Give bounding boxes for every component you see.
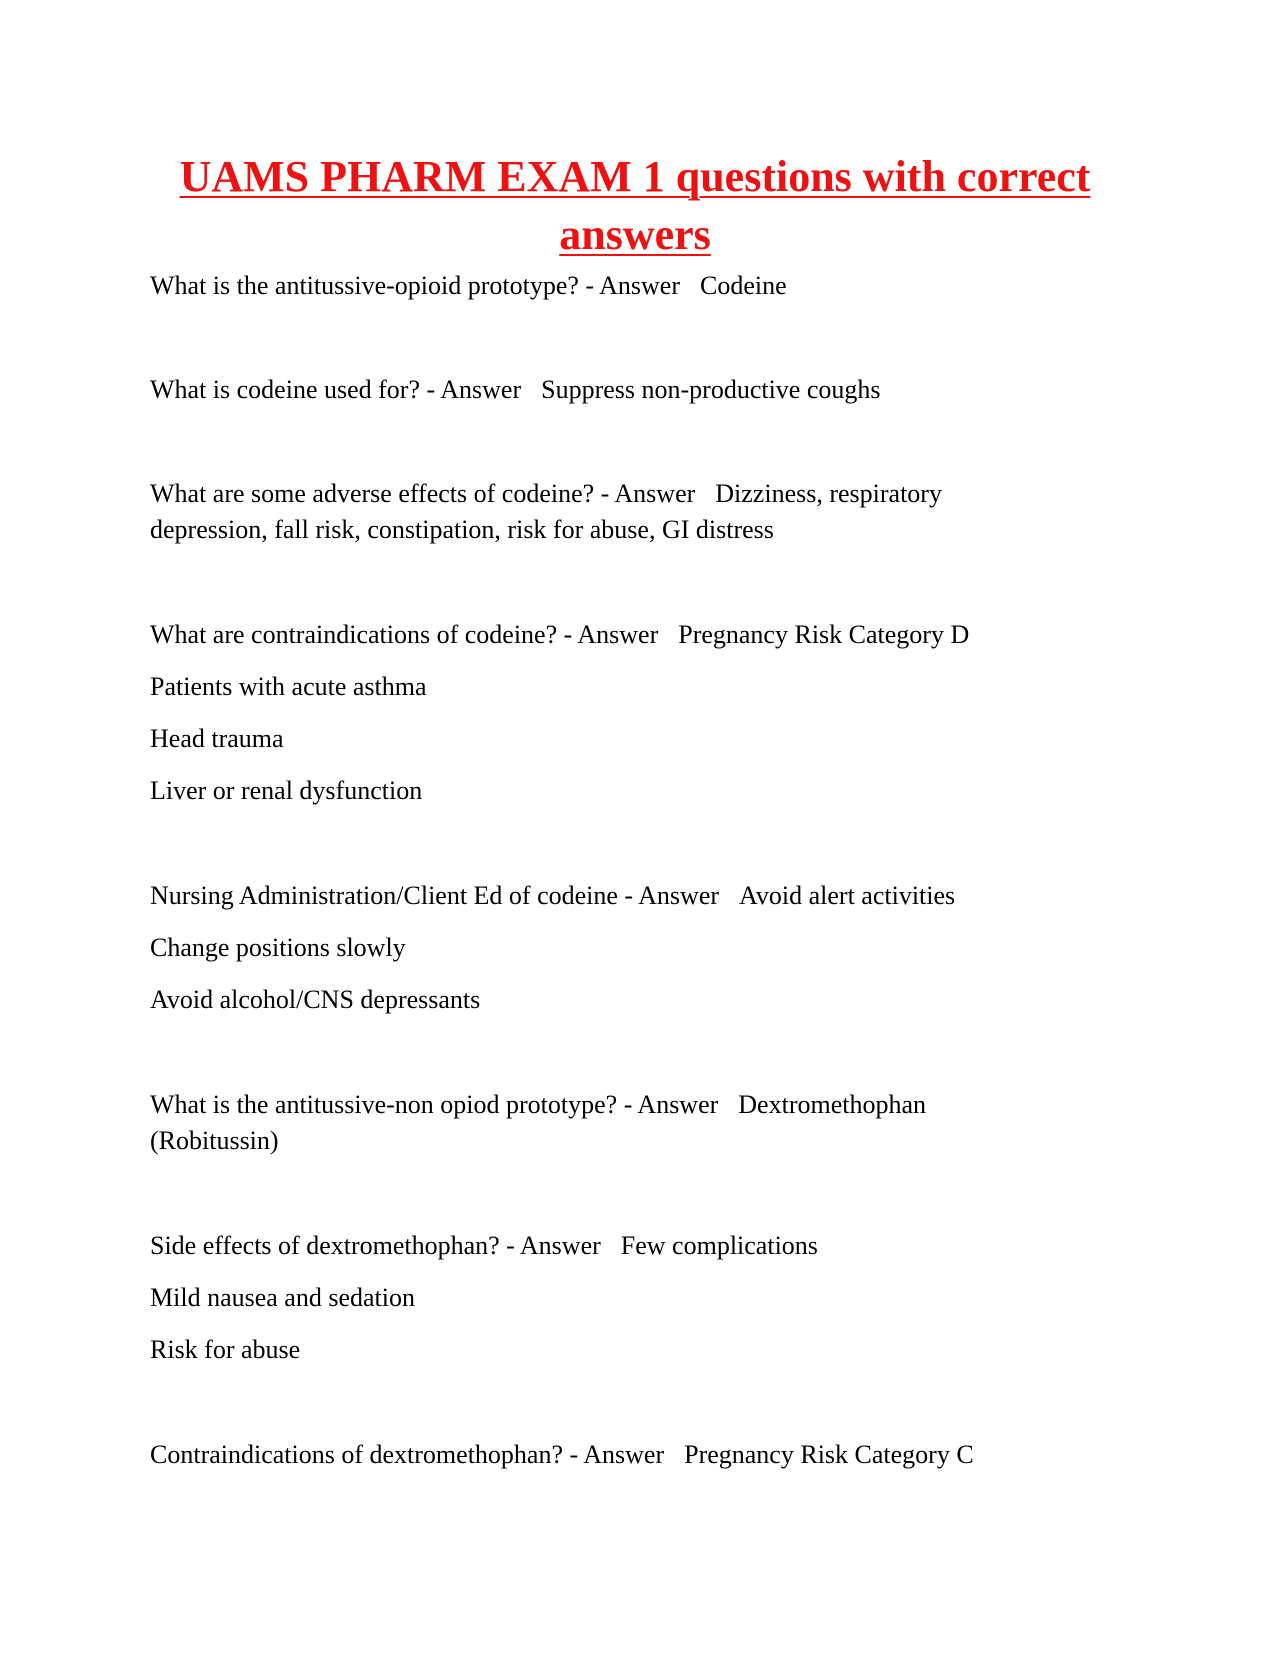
qa-answer-7: Few complications — [620, 1231, 818, 1260]
qa-question-5: Nursing Administration/Client Ed of codeine - Answer Avoid alert activities — [150, 881, 956, 910]
qa-answer-4-extra-3: Liver or renal dysfunction — [150, 776, 423, 805]
qa-question-4: What are contraindications of codeine? - Answer Pregnancy Risk Category D — [150, 620, 970, 649]
qa-answer-4-extra-1: Patients with acute asthma — [150, 672, 427, 701]
title-line-1: UAMS PHARM EXAM 1 questions with correct — [179, 152, 1091, 201]
document-title — [150, 148, 1120, 264]
qa-answer-3-continuation: depression, fall risk, constipation, risk for abuse, GI distress — [150, 515, 774, 544]
qa-answer-5-extra-2: Avoid alcohol/CNS depressants — [150, 985, 481, 1014]
qa-answer-5: Avoid alert activities — [739, 881, 956, 910]
qa-answer-6-continuation: (Robitussin) — [150, 1126, 279, 1155]
qa-answer-7-extra-1: Mild nausea and sedation — [150, 1283, 415, 1312]
qa-answer-2: Suppress non-productive coughs — [541, 375, 881, 404]
qa-question-2: What is codeine used for? - Answer Suppress non-productive coughs — [150, 375, 881, 404]
qa-answer-1: Codeine — [700, 271, 787, 300]
qa-answer-8: Pregnancy Risk Category C — [684, 1440, 974, 1469]
qa-question-1: What is the antitussive-opioid prototype? - Answer Codeine — [150, 271, 787, 300]
qa-answer-3: Dizziness, respiratory — [715, 479, 942, 508]
qa-answer-4-extra-2: Head trauma — [150, 724, 284, 753]
qa-answer-4: Pregnancy Risk Category D — [678, 620, 970, 649]
qa-answer-7-extra-2: Risk for abuse — [150, 1335, 301, 1364]
title-line-2: answers — [559, 210, 711, 259]
qa-answer-6: Dextromethophan — [738, 1090, 927, 1119]
qa-question-7: Side effects of dextromethophan? - Answer Few complications — [150, 1231, 818, 1260]
qa-question-8: Contraindications of dextromethophan? - Answer Pregnancy Risk Category C — [150, 1440, 974, 1469]
qa-answer-5-extra-1: Change positions slowly — [150, 933, 406, 962]
qa-question-3: What are some adverse effects of codeine? - Answer Dizziness, respiratory — [150, 479, 942, 508]
qa-question-6: What is the antitussive-non opiod prototype? - Answer Dextromethophan — [150, 1090, 927, 1119]
